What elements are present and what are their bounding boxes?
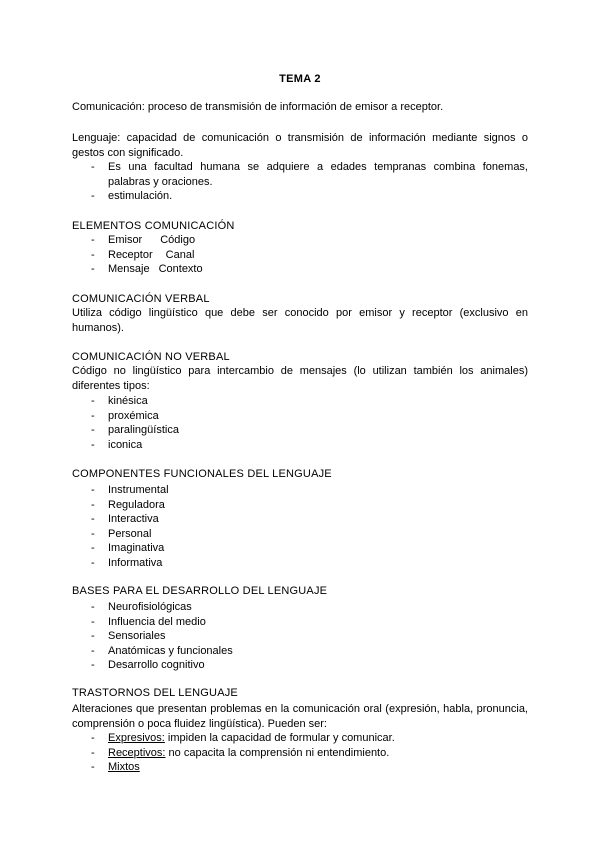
list-item	[72, 760, 528, 775]
noverbal-text: Código no lingüístico para intercambio de mensajes (lo utilizan también los animales) diferentes tipos:	[72, 365, 528, 392]
section-heading-elementos: ELEMENTOS COMUNICACIÓN	[72, 220, 235, 232]
list-item: - Anatómicas y funcionales	[72, 644, 528, 659]
list-item	[72, 746, 528, 761]
comunicacion-definition: Comunicación: proceso de transmisión de información de emisor a receptor.	[72, 101, 444, 113]
list-item: - paralingüística	[72, 423, 528, 438]
trastornos-text: Alteraciones que presentan problemas en la comunicación oral (expresión, habla, pronuncia, comprensión o poca fluidez lingüística). Pueden ser:	[72, 703, 528, 730]
list-item	[72, 731, 528, 746]
section-heading-noverbal: COMUNICACIÓN NO VERBAL	[72, 351, 230, 363]
section-heading-bases: BASES PARA EL DESARROLLO DEL LENGUAJE	[72, 585, 328, 597]
list-item: - Instrumental	[72, 483, 528, 498]
elemento-b: Código	[160, 234, 196, 246]
section-heading-trastornos: TRASTORNOS DEL LENGUAJE	[72, 687, 238, 699]
lenguaje-list	[72, 160, 528, 204]
list-item: - Interactiva	[72, 512, 528, 527]
lenguaje-definition: Lenguaje: capacidad de comunicación o transmisión de información mediante signos o gestos con significado.	[72, 132, 528, 159]
elemento-a: Receptor	[108, 248, 153, 261]
list-item: - Sensoriales	[72, 629, 528, 644]
list-item: - Es una facultad humana se adquiere a edades tempranas combina fonemas, palabras y oraciones.	[72, 160, 528, 189]
list-item: - kinésica	[72, 394, 528, 409]
trastornos-list	[72, 731, 528, 775]
list-item: - Influencia del medio	[72, 615, 528, 630]
list-item	[72, 233, 528, 248]
list-item: - Personal	[72, 527, 528, 542]
elemento-b: Canal	[165, 248, 195, 261]
section-heading-verbal: COMUNICACIÓN VERBAL	[72, 293, 210, 305]
section-heading-componentes: COMPONENTES FUNCIONALES DEL LENGUAJE	[72, 468, 332, 480]
list-item: - iconica	[72, 438, 528, 453]
list-item: - proxémica	[72, 409, 528, 424]
bases-list	[72, 600, 528, 673]
elemento-a: Emisor	[108, 234, 143, 246]
elementos-list	[72, 233, 528, 277]
list-item	[72, 248, 528, 263]
componentes-list	[72, 483, 528, 570]
term-expresivos: Expresivos:	[108, 732, 165, 744]
term-receptivos: Receptivos:	[108, 746, 166, 759]
list-item: - Informativa	[72, 556, 528, 571]
list-item: - Neurofisiológicas	[72, 600, 528, 615]
elemento-b: Contexto	[158, 263, 203, 275]
term-description: impiden la capacidad de formular y comunicar.	[164, 732, 395, 744]
term-description: no capacita la comprensión ni entendimiento.	[165, 746, 390, 759]
list-item: - Reguladora	[72, 498, 528, 513]
verbal-text: Utiliza código lingüístico que debe ser conocido por emisor y receptor (exclusivo en humanos).	[72, 307, 528, 334]
list-item: - Imaginativa	[72, 541, 528, 556]
list-item: - estimulación.	[72, 189, 528, 204]
page-title: TEMA 2	[279, 73, 321, 85]
list-item	[72, 262, 528, 277]
elemento-a: Mensaje	[108, 263, 150, 275]
list-item: - Desarrollo cognitivo	[72, 658, 528, 673]
term-mixtos: Mixtos	[108, 761, 140, 773]
noverbal-list	[72, 394, 528, 452]
